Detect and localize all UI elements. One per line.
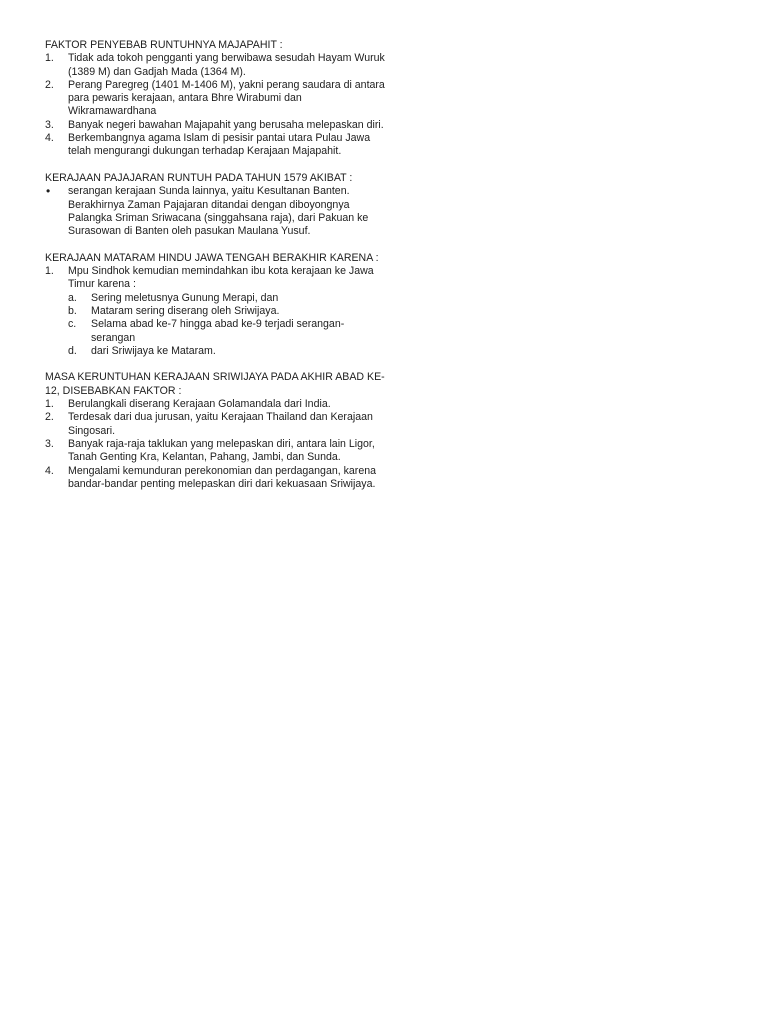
sublist-letter: b. <box>68 304 77 317</box>
section-heading: KERAJAAN PAJAJARAN RUNTUH PADA TAHUN 1579 AKIBAT : <box>45 171 353 184</box>
list-item <box>45 411 385 438</box>
section-mataram <box>45 252 385 358</box>
section-pajajaran <box>45 172 385 238</box>
list-item-text: Terdesak dari dua jurusan, yaitu Kerajaan Thailand dan Kerajaan Singosari. <box>68 411 373 437</box>
list-number: 4. <box>45 464 54 477</box>
list-item <box>45 132 385 159</box>
list-item <box>45 185 385 238</box>
list-item <box>45 438 385 465</box>
section-sriwijaya <box>45 371 385 491</box>
section-heading: MASA KERUNTUHAN KERAJAAN SRIWIJAYA PADA AKHIR ABAD KE-12, DISEBABKAN FAKTOR : <box>45 371 385 397</box>
sublist-item-text: dari Sriwijaya ke Mataram. <box>91 344 216 357</box>
list-number: 3. <box>45 118 54 131</box>
list-item-text: serangan kerajaan Sunda lainnya, yaitu Kesultanan Banten. Berakhirnya Zaman Pajajaran ditandai dengan diboyongnya Palangka Sriman Sriwacana (singgahsana raja), dari Pakuan ke Surasowan di Banten oleh pasukan Maulana Yusuf. <box>68 185 369 238</box>
section-heading: FAKTOR PENYEBAB RUNTUHNYA MAJAPAHIT : <box>45 39 283 51</box>
list-item-text: Perang Paregreg (1401 M-1406 M), yakni perang saudara di antara para pewaris kerajaan, antara Bhre Wirabumi dan Wikramawardhana <box>68 78 385 118</box>
document-page <box>45 39 385 504</box>
list-item <box>45 465 385 492</box>
sublist-item <box>45 305 385 318</box>
list-number: 3. <box>45 437 54 450</box>
list-number: 4. <box>45 132 54 145</box>
section-majapahit <box>45 39 385 159</box>
bullet-icon: • <box>46 184 51 199</box>
list-number: 2. <box>45 78 54 91</box>
list-item <box>45 119 385 132</box>
list-number: 1. <box>45 265 54 278</box>
list-number: 1. <box>45 398 54 411</box>
sublist-item-text: Mataram sering diserang oleh Sriwijaya. <box>91 304 280 317</box>
list-item <box>45 52 385 79</box>
section-heading: KERAJAAN MATARAM HINDU JAWA TENGAH BERAKHIR KARENA : <box>45 251 379 264</box>
list-item-text: Banyak negeri bawahan Majapahit yang berusaha melepaskan diri. <box>68 118 384 131</box>
list-item-text: Mengalami kemunduran perekonomian dan perdagangan, karena bandar-bandar penting melepaskan diri dari kekuasaan Sriwijaya. <box>68 464 377 490</box>
sublist-item <box>45 345 385 358</box>
list-number: 2. <box>45 411 54 424</box>
sublist-item-text: Sering meletusnya Gunung Merapi, dan <box>91 291 279 304</box>
sublist-item <box>45 292 385 305</box>
numbered-list <box>45 398 385 491</box>
bullet-list <box>45 185 385 238</box>
list-item <box>45 265 385 292</box>
list-item-text: Banyak raja-raja taklukan yang melepaskan diri, antara lain Ligor, Tanah Genting Kra, Kelantan, Pahang, Jambi, dan Sunda. <box>68 437 375 464</box>
list-item-text: Tidak ada tokoh pengganti yang berwibawa sesudah Hayam Wuruk (1389 M) dan Gadjah Mada (1364 M). <box>68 52 385 78</box>
list-item <box>45 398 385 411</box>
sublist-letter: d. <box>68 344 77 357</box>
sublist-letter: a. <box>68 291 77 304</box>
numbered-list <box>45 265 385 292</box>
numbered-list <box>45 52 385 158</box>
sublist-letter: c. <box>68 318 77 331</box>
list-item-text: Berkembangnya agama Islam di pesisir pantai utara Pulau Jawa telah mengurangi dukungan terhadap Kerajaan Majapahit. <box>68 132 371 158</box>
list-item <box>45 79 385 119</box>
sublist-item <box>45 318 385 345</box>
lettered-sublist <box>45 292 385 358</box>
list-item-text: Berulangkali diserang Kerajaan Golamandala dari India. <box>68 398 331 411</box>
sublist-item-text: Selama abad ke-7 hingga abad ke-9 terjadi serangan-serangan <box>91 318 345 344</box>
list-number: 1. <box>45 52 54 65</box>
list-item-text: Mpu Sindhok kemudian memindahkan ibu kota kerajaan ke Jawa Timur karena : <box>68 265 374 291</box>
